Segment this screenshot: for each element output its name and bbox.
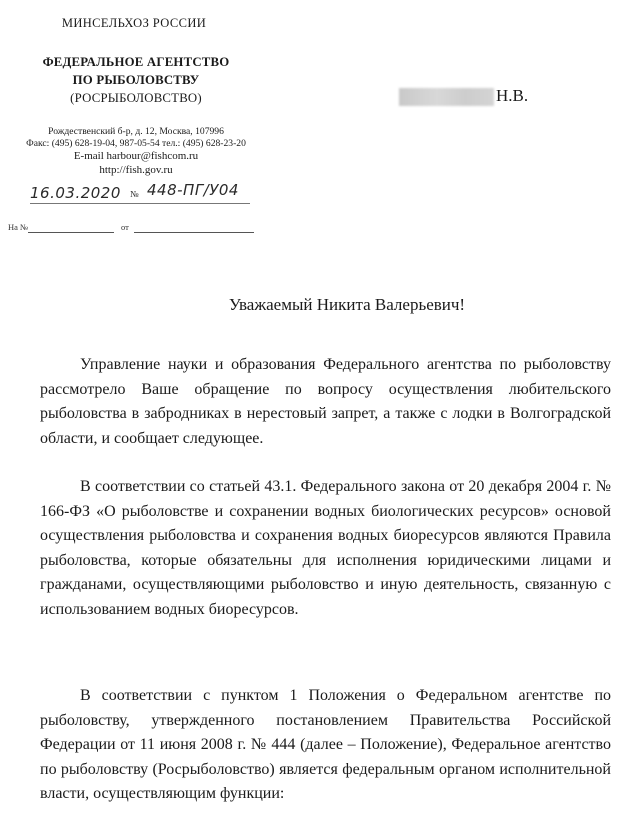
incoming-number-label: На № bbox=[8, 222, 29, 232]
outgoing-number: 448-ПГ/У04 bbox=[147, 181, 239, 199]
incoming-reference bbox=[8, 222, 258, 236]
address-line: Рождественский б-р, д. 12, Москва, 107996 bbox=[48, 126, 224, 137]
body-paragraph-1 bbox=[40, 353, 611, 451]
paragraph-3-text: В соответствии с пунктом 1 Положения о Федеральном агентстве по рыболовству, утвержденного постановлением Правительства Российской Федерации от 11 июня 2008 г. № 444 (далее – Положение), Федеральное агентство по рыболовству (Росрыболовство) является федеральным органом исполнительной власти, осуществляющим функции: bbox=[40, 687, 611, 802]
website-line: http://fish.gov.ru bbox=[99, 164, 173, 176]
outgoing-number-label: № bbox=[130, 189, 140, 199]
phones-line: Факс: (495) 628-19-04, 987-05-54 тел.: (495) 628-23-20 bbox=[26, 137, 246, 149]
agency-name-line2: ПО РЫБОЛОВСТВУ bbox=[72, 73, 200, 87]
agency-name-block bbox=[24, 53, 248, 107]
incoming-date-label: от bbox=[121, 222, 129, 232]
paragraph-2-text: В соответствии со статьей 43.1. Федерального закона от 20 декабря 2004 г. № 166-ФЗ «О рыболовстве и сохранении водных биологических ресурсов» основой осуществления рыболовства и сохранения водных биоресурсов являются Правила рыболовства, которые обязательны для исполнения юридическими лицами и гражданами, осуществляющими рыболовство и иную деятельность, связанную с использованием водных биоресурсов. bbox=[40, 478, 611, 618]
incoming-number-line bbox=[28, 232, 114, 233]
redacted-surname bbox=[399, 88, 494, 106]
email-line: E-mail harbour@fishcom.ru bbox=[73, 150, 199, 162]
contact-block bbox=[24, 126, 248, 177]
ministry-name: МИНСЕЛЬХОЗ РОССИИ bbox=[61, 16, 207, 30]
body-paragraph-3 bbox=[40, 684, 611, 807]
outgoing-reference bbox=[30, 181, 250, 206]
agency-short-name: (РОСРЫБОЛОВСТВО) bbox=[70, 91, 202, 105]
reference-underline bbox=[30, 203, 250, 204]
body-paragraph-2 bbox=[40, 475, 611, 622]
outgoing-date: 16.03.2020 bbox=[30, 184, 121, 202]
incoming-date-line bbox=[134, 232, 254, 233]
agency-name-line1: ФЕДЕРАЛЬНОЕ АГЕНТСТВО bbox=[42, 55, 230, 69]
paragraph-1-text: Управление науки и образования Федерального агентства по рыболовству рассмотрело Ваше обращение по вопросу осуществления любительского рыболовства в забродниках в нерестовый запрет, а также с лодки в Волгоградской области, и сообщает следующее. bbox=[40, 356, 611, 447]
salutation: Уважаемый Никита Валерьевич! bbox=[228, 295, 466, 314]
addressee-initials: Н.В. bbox=[496, 86, 529, 105]
